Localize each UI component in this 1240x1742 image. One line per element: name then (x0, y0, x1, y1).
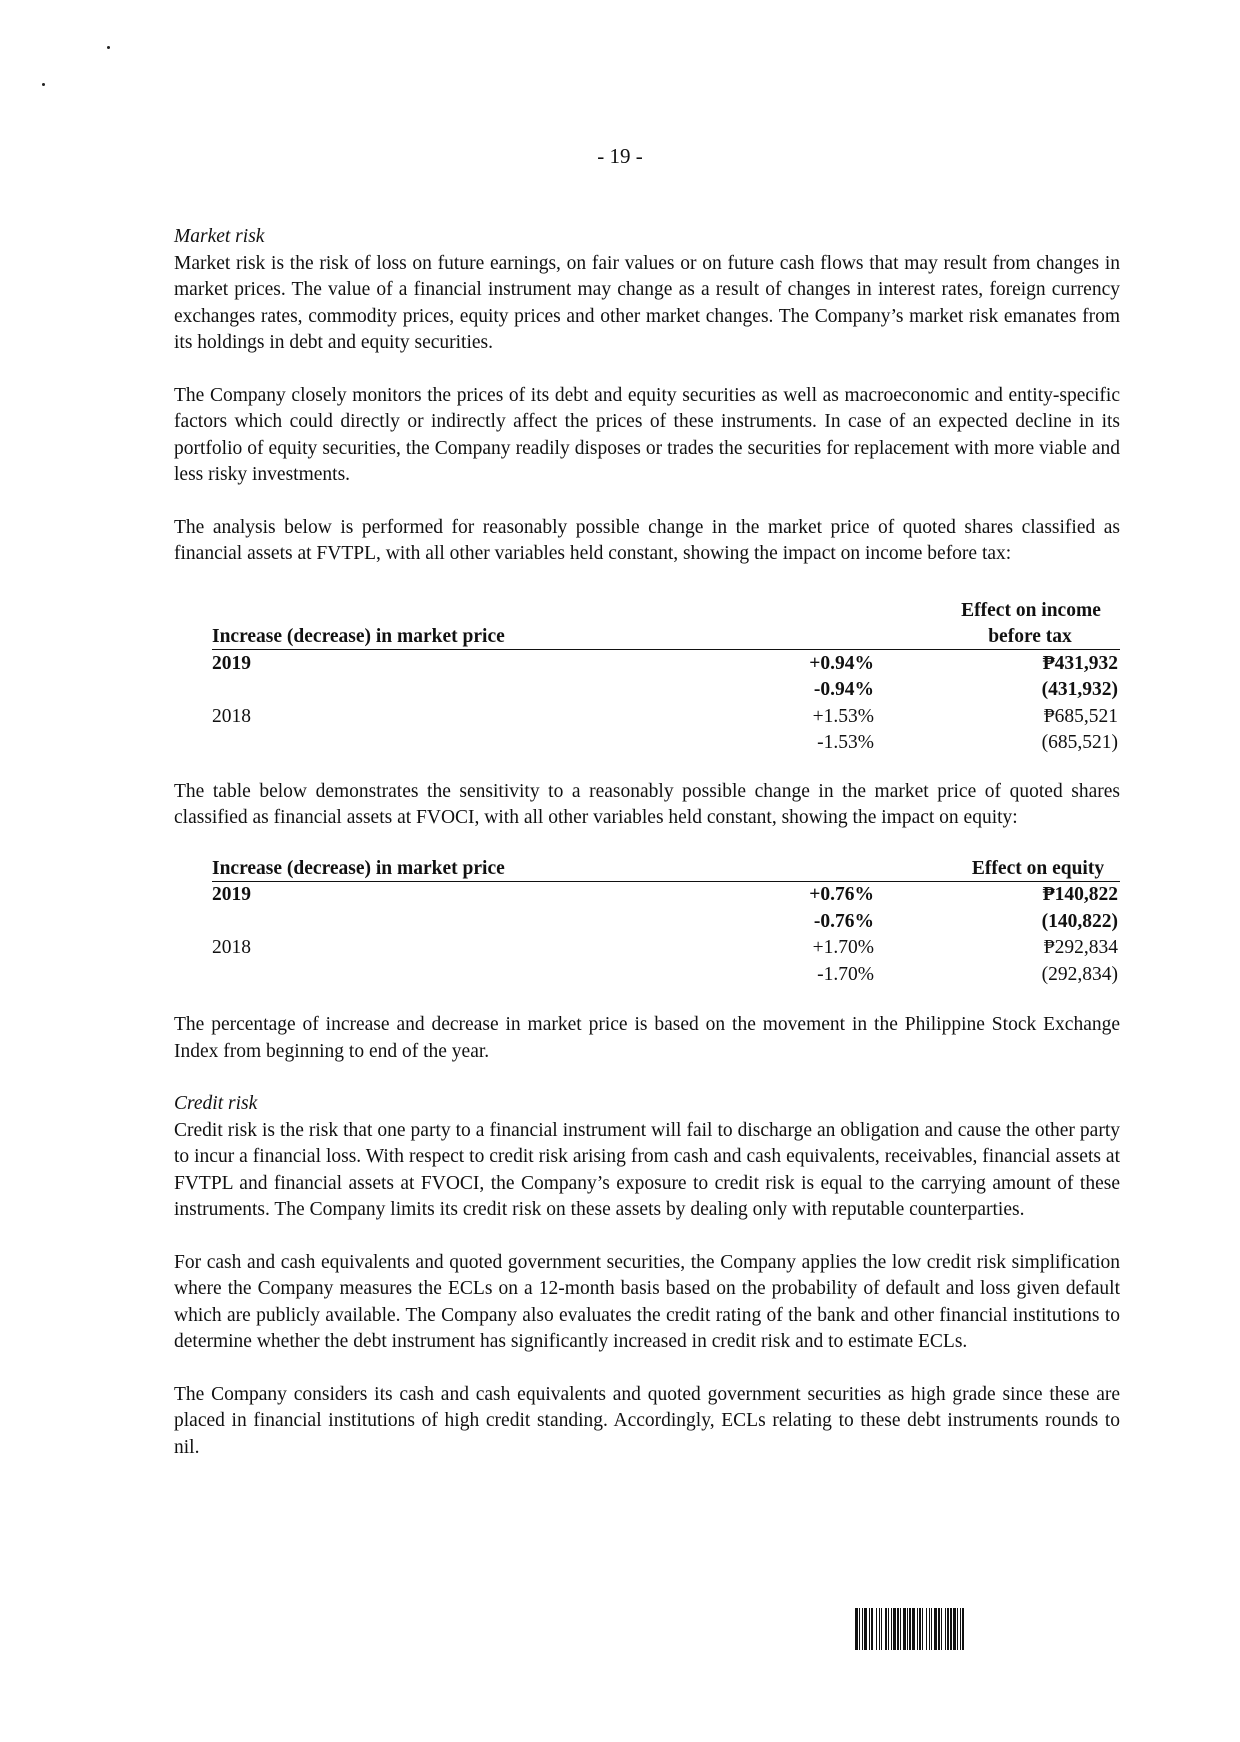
scan-speck (42, 83, 45, 86)
row-year: 2019 (212, 652, 251, 674)
row-effect-amount: ₱431,932 (1042, 652, 1118, 674)
row-effect-amount: ₱140,822 (1042, 884, 1118, 905)
row-percent-change: -1.70% (817, 963, 874, 985)
row-year: 2018 (212, 937, 251, 958)
credit-risk-paragraph-2: For cash and cash equivalents and quoted government securities, the Company applies the low credit risk simplification where the Company measures the ECLs on a 12-month basis based on the probability of default and loss given default which are publicly available. The Company also evaluates the credit rating of the bank and other financial institutions to determine whether the debt instrument has significantly increased in credit risk and to estimate ECLs. (174, 1251, 1120, 1352)
scan-speck (107, 46, 110, 49)
table-header-label: Increase (decrease) in market price (212, 626, 505, 647)
row-percent-change: +0.94% (809, 652, 874, 674)
table-row (174, 962, 1120, 989)
market-risk-heading: Market risk (174, 226, 265, 247)
table-header-row (174, 624, 1120, 651)
table-header-label: Increase (decrease) in market price (212, 857, 505, 879)
row-year: 2019 (212, 884, 251, 905)
table-row (174, 882, 1120, 909)
fvoci-intro-paragraph: The table below demonstrates the sensitivity to a reasonably possible change in the market price of quoted shares classified as financial assets at FVOCI, with all other variables held constant, showing the impact on equity: (174, 780, 1120, 828)
fvoci-sensitivity-table (174, 856, 1120, 989)
table-header-effect: Effect on equity (971, 857, 1105, 879)
table-row (174, 677, 1120, 704)
row-effect-amount: (431,932) (1041, 679, 1118, 700)
table-row (174, 730, 1120, 757)
row-effect-amount: ₱292,834 (1043, 937, 1118, 958)
row-percent-change: +1.53% (812, 705, 874, 727)
pse-index-paragraph: The percentage of increase and decrease in market price is based on the movement in the Philippine Stock Exchange Index from beginning to end of the year. (174, 1014, 1120, 1062)
row-effect-amount: (292,834) (1041, 963, 1118, 985)
row-effect-amount: (685,521) (1041, 732, 1118, 753)
row-percent-change: +1.70% (812, 937, 874, 958)
row-percent-change: -0.76% (813, 910, 874, 932)
row-percent-change: +0.76% (809, 884, 874, 905)
table-row (174, 704, 1120, 731)
table-row (174, 909, 1120, 936)
table-header-row-top (174, 598, 1120, 625)
row-year: 2018 (212, 705, 251, 727)
row-effect-amount: ₱685,521 (1043, 705, 1118, 727)
market-risk-paragraph-3: The analysis below is performed for reasonably possible change in the market price of quoted shares classified as financial assets at FVTPL, with all other variables held constant, showing the impact on income before tax: (174, 516, 1120, 564)
table-header-row (174, 856, 1120, 883)
market-risk-paragraph-2: The Company closely monitors the prices of its debt and equity securities as well as macroeconomic and entity-specific factors which could directly or indirectly affect the prices of these instruments. In case of an expected decline in its portfolio of equity securities, the Company readily disposes or trades the securities for replacement with more viable and less risky investments. (174, 384, 1120, 485)
credit-risk-paragraph-1: Credit risk is the risk that one party to a financial instrument will fail to discharge an obligation and cause the other party to incur a financial loss. With respect to credit risk arising from cash and cash equivalents, receivables, financial assets at FVTPL and financial assets at FVOCI, the Company’s exposure to credit risk is equal to the carrying amount of these instruments. The Company limits its credit risk on these assets by dealing only with reputable counterparties. (174, 1119, 1120, 1220)
market-risk-paragraph-1: Market risk is the risk of loss on future earnings, on fair values or on future cash flows that may result from changes in market prices. The value of a financial instrument may change as a result of changes in interest rates, foreign currency exchanges rates, commodity prices, equity prices and other market changes. The Company’s market risk emanates from its holdings in debt and equity securities. (174, 252, 1120, 353)
credit-risk-heading: Credit risk (174, 1093, 258, 1114)
row-percent-change: -1.53% (817, 732, 874, 753)
page-content (174, 224, 1120, 1461)
barcode (855, 1608, 1117, 1650)
table-header-effect-line2: before tax (988, 626, 1072, 647)
table-row (174, 935, 1120, 962)
fvtpl-sensitivity-table (174, 598, 1120, 757)
row-effect-amount: (140,822) (1041, 910, 1118, 932)
page-number: - 19 - (597, 144, 643, 168)
table-header-effect-line1: Effect on income (961, 599, 1101, 621)
credit-risk-paragraph-3: The Company considers its cash and cash equivalents and quoted government securities as high grade since these are placed in financial institutions of high credit standing. Accordingly, ECLs relating to these debt instruments rounds to nil. (174, 1383, 1120, 1458)
table-row (174, 651, 1120, 678)
row-percent-change: -0.94% (813, 679, 874, 700)
